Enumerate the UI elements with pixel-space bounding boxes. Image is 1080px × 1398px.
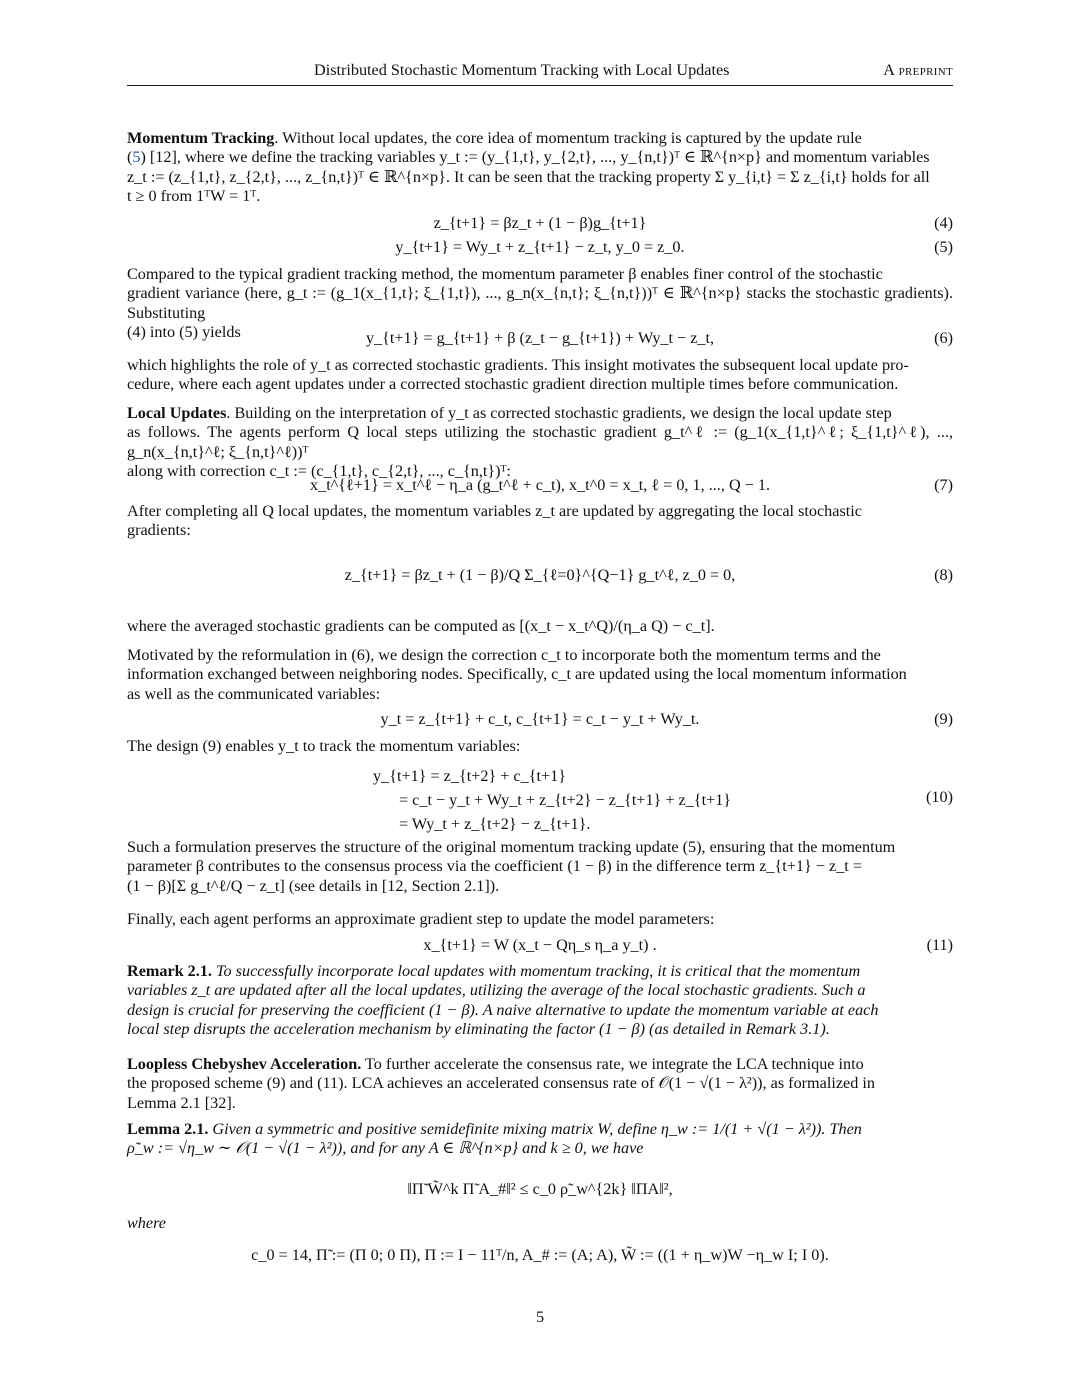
eq9-text: y_t = z_{t+1} + c_t, c_{t+1} = c_t − y_t + Wy_t. bbox=[380, 710, 700, 728]
eq8-text: z_{t+1} = βz_t + (1 − β)/Q Σ_{ℓ=0}^{Q−1} g_t^ℓ, z_0 = 0, bbox=[344, 566, 736, 584]
lu-l2: as follows. The agents perform Q local steps utilizing the stochastic gradient g_t^ℓ := (g_1(x_{1,t}^ℓ; ξ_{1,t}^ℓ), ..., g_n(x_{n,t}^ℓ; ξ_{n,t}^ℓ))ᵀ bbox=[127, 423, 953, 461]
equation-6 bbox=[127, 329, 953, 351]
eq6-number: (6) bbox=[934, 329, 953, 347]
mt-line1: Without local updates, the core idea of momentum tracking is captured by the update rule bbox=[282, 129, 862, 147]
such-l2: parameter β contributes to the consensus process via the coefficient (1 − β) in the difference term z_{t+1} − z_t = bbox=[127, 857, 862, 876]
eq5-text: y_{t+1} = Wy_t + z_{t+1} − z_t, y_0 = z_0. bbox=[395, 238, 685, 256]
equation-8 bbox=[127, 566, 953, 588]
mt-line3: z_t := (z_{1,t}, z_{2,t}, ..., z_{n,t})ᵀ ∈ ℝ^{n×p}. It can be seen that the tracking property Σ y_{i,t} = Σ z_{i,t} holds for all bbox=[127, 167, 930, 186]
lu-l1: Building on the interpretation of y_t as corrected stochastic gradients, we design the local update step bbox=[234, 404, 892, 422]
equation-7 bbox=[127, 476, 953, 498]
eq4-number: (4) bbox=[934, 214, 953, 232]
header-preprint: A preprint bbox=[883, 61, 953, 79]
lu-l3: along with correction c_t := (c_{1,t}, c_{2,t}, ..., c_{n,t})ᵀ: bbox=[127, 461, 511, 480]
mt-line4: t ≥ 0 from 1ᵀW = 1ᵀ. bbox=[127, 186, 261, 205]
avg-paragraph: where the averaged stochastic gradients can be computed as [(x_t − x_t^Q)/(η_a Q) − c_t]. bbox=[127, 617, 715, 635]
local-updates-paragraph: Local Updates. Building on the interpretation of y_t as corrected stochastic gradients, we design the local update step as follows. The agents perform Q local steps utilizing the stochastic gradient g_t^ℓ := (g_1(x_{1,t}^ℓ; ξ_{1,t}^ℓ), ..., g_n(x_{n,t}^ℓ; ξ_{n,t}^ℓ))ᵀ along with correction c_t := (c_{1,t}, c_{2,t}, ..., c_{n,t})ᵀ: bbox=[127, 404, 953, 480]
compare-l1: Compared to the typical gradient tracking method, the momentum parameter β enables finer control of the stochastic bbox=[127, 265, 883, 283]
highlight-l1: which highlights the role of y_t as corrected stochastic gradients. This insight motivates the subsequent local update pro- bbox=[127, 356, 909, 374]
eq10-line1: y_{t+1} = z_{t+2} + c_{t+1} bbox=[373, 767, 566, 785]
loopless-l2: the proposed scheme (9) and (11). LCA achieves an accelerated consensus rate of 𝒪(1 − √(1 − λ²)), as formalized in bbox=[127, 1074, 875, 1093]
eq7-number: (7) bbox=[934, 476, 953, 494]
momentum-tracking-heading: Momentum Tracking bbox=[127, 129, 275, 147]
header-title: Distributed Stochastic Momentum Tracking with Local Updates bbox=[314, 61, 730, 79]
eq10-line3: = Wy_t + z_{t+2} − z_{t+1}. bbox=[399, 815, 591, 833]
remark-l3: design is crucial for preserving the coefficient (1 − β). A naive alternative to update the momentum variable at each bbox=[127, 1000, 879, 1019]
local-updates-heading: Local Updates bbox=[127, 404, 227, 422]
lemma-l2: ρ̃_w := √η_w ∼ 𝒪(1 − √(1 − λ²)), and for any A ∈ ℝ^{n×p} and k ≥ 0, we have bbox=[127, 1139, 644, 1158]
lemma-where bbox=[127, 1214, 953, 1233]
eq10-number: (10) bbox=[926, 788, 953, 806]
momentum-tracking-paragraph: Momentum Tracking. Without local updates, the core idea of momentum tracking is captured by the update rule (5) [12], where we define the tracking variables y_t := (y_{1,t}, y_{2,t}, ..., y_{n,t})ᵀ ∈ ℝ^{n×p} and momentum variables z_t := (z_{1,t}, z_{2,t}, ..., z_{n,t})ᵀ ∈ ℝ^{n×p}. It can be seen that the tracking property Σ y_{i,t} = Σ z_{i,t} holds for all t ≥ 0 from 1ᵀW = 1ᵀ. bbox=[127, 129, 953, 206]
lemma-2-1 bbox=[127, 1120, 953, 1159]
highlight-l2: cedure, where each agent updates under a corrected stochastic gradient direction multiple times before communication. bbox=[127, 375, 899, 394]
remark-2-1 bbox=[127, 962, 953, 1039]
eq6-text: y_{t+1} = g_{t+1} + β (z_t − g_{t+1}) + Wy_t − z_t, bbox=[365, 329, 715, 347]
eq9-number: (9) bbox=[934, 710, 953, 728]
lemma-where-text: where bbox=[127, 1214, 166, 1232]
equation-11 bbox=[127, 936, 953, 958]
eq11-text: x_{t+1} = W (x_t − Qη_s η_a y_t) . bbox=[423, 936, 657, 954]
remark-l4: local step disrupts the acceleration mechanism by eliminating the factor (1 − β) (as detailed in Remark 3.1). bbox=[127, 1019, 830, 1038]
highlight-paragraph bbox=[127, 356, 953, 395]
motiv-l3: as well as the communicated variables: bbox=[127, 684, 381, 703]
compare-l3: (4) into (5) yields bbox=[127, 322, 241, 341]
loopless-l1: To further accelerate the consensus rate, we integrate the LCA technique into bbox=[365, 1055, 864, 1073]
eq11-number: (11) bbox=[926, 936, 953, 954]
eq5-number: (5) bbox=[934, 238, 953, 256]
motiv-l1: Motivated by the reformulation in (6), we design the correction c_t to incorporate both the momentum terms and the bbox=[127, 646, 881, 664]
remark-l2: variables z_t are updated after all the local updates, utilizing the average of the local stochastic gradients. Such a bbox=[127, 981, 866, 1000]
running-header bbox=[127, 61, 953, 86]
such-l3: (1 − β)[Σ g_t^ℓ/Q − z_t] (see details in [12, Section 2.1]). bbox=[127, 876, 500, 895]
lemma-inequality bbox=[127, 1180, 953, 1202]
remark-label: Remark 2.1. bbox=[127, 962, 212, 980]
equation-9 bbox=[127, 710, 953, 732]
lemma-ineq-text: ‖Π̃ W̃^k Π̃ A_#‖² ≤ c_0 ρ̃_w^{2k} ‖ΠA‖², bbox=[407, 1180, 673, 1198]
lemma-defs-text: c_0 = 14, Π̃ := (Π 0; 0 Π), Π := I − 11ᵀ/n, A_# := (A; A), W̃ := ((1 + η_w)W −η_w I; I 0). bbox=[251, 1246, 829, 1264]
finally-paragraph: Finally, each agent performs an approximate gradient step to update the model parameters: bbox=[127, 910, 715, 928]
lemma-definitions bbox=[127, 1246, 953, 1268]
after-l1: After completing all Q local updates, the momentum variables z_t are updated by aggregating the local stochastic bbox=[127, 502, 862, 520]
eq8-number: (8) bbox=[934, 566, 953, 584]
mt-line2: [12], where we define the tracking variables y_t := (y_{1,t}, y_{2,t}, ..., y_{n,t})ᵀ ∈ ℝ^{n×p} and momentum variables bbox=[149, 148, 930, 167]
loopless-paragraph bbox=[127, 1055, 953, 1113]
design-paragraph: The design (9) enables y_t to track the momentum variables: bbox=[127, 737, 521, 755]
motiv-l2: information exchanged between neighboring nodes. Specifically, c_t are updated using the local momentum information bbox=[127, 665, 907, 684]
after-l2: gradients: bbox=[127, 521, 191, 540]
after-paragraph bbox=[127, 502, 953, 541]
eq10-line2: = c_t − y_t + Wy_t + z_{t+2} − z_{t+1} + z_{t+1} bbox=[399, 791, 732, 809]
such-paragraph bbox=[127, 838, 953, 896]
equation-4 bbox=[127, 214, 953, 236]
lemma-l1: Given a symmetric and positive semidefinite mixing matrix W, define η_w := 1/(1 + √(1 − λ²)). Then bbox=[212, 1120, 862, 1138]
equation-5 bbox=[127, 238, 953, 260]
eq4-text: z_{t+1} = βz_t + (1 − β)g_{t+1} bbox=[433, 214, 647, 232]
such-l1: Such a formulation preserves the structure of the original momentum tracking update (5), ensuring that the momentum bbox=[127, 838, 896, 856]
lemma-label: Lemma 2.1. bbox=[127, 1120, 209, 1138]
eq7-text: x_t^{ℓ+1} = x_t^ℓ − η_a (g_t^ℓ + c_t), x_t^0 = x_t, ℓ = 0, 1, ..., Q − 1. bbox=[310, 476, 770, 494]
motivation-paragraph bbox=[127, 646, 953, 704]
loopless-l3: Lemma 2.1 [32]. bbox=[127, 1093, 236, 1112]
loopless-heading: Loopless Chebyshev Acceleration. bbox=[127, 1055, 362, 1073]
page-number: 5 bbox=[535, 1308, 545, 1326]
remark-l1: To successfully incorporate local updates with momentum tracking, it is critical that the momentum bbox=[216, 962, 861, 980]
equation-10 bbox=[127, 764, 953, 834]
compare-l2: gradient variance (here, g_t := (g_1(x_{1,t}; ξ_{1,t}), ..., g_n(x_{n,t}; ξ_{n,t}))ᵀ ∈ ℝ^{n×p} stacks the stochastic gradients). Substituting bbox=[127, 284, 953, 322]
